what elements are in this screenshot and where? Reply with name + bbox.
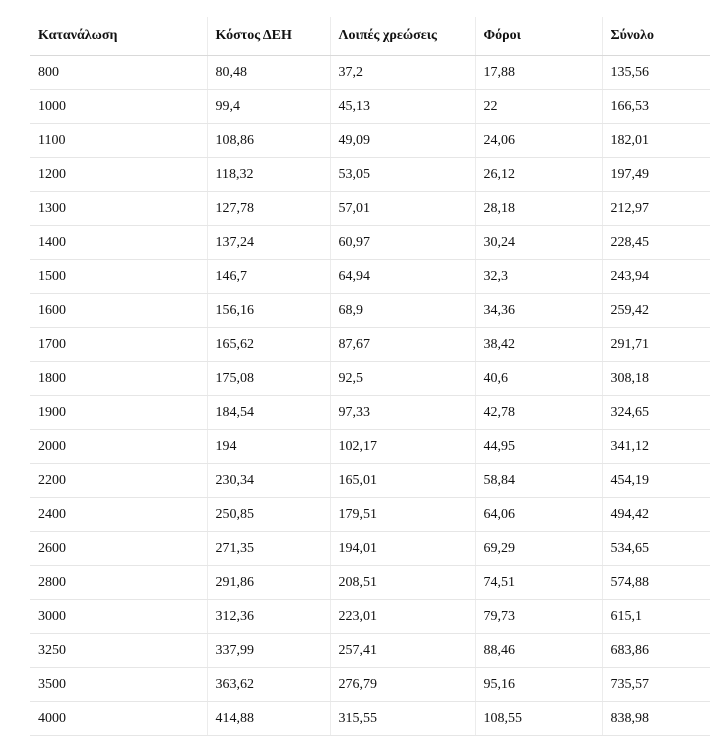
table-row <box>30 294 710 328</box>
cell-total: 259,42 <box>602 294 710 328</box>
header-total: Σύνολο <box>602 17 710 56</box>
header-taxes: Φόροι <box>475 17 602 56</box>
table-row <box>30 158 710 192</box>
cell-taxes: 26,12 <box>475 158 602 192</box>
cell-consumption: 1200 <box>30 158 207 192</box>
cell-other-charges: 97,33 <box>330 396 475 430</box>
table-row <box>30 634 710 668</box>
cell-other-charges: 45,13 <box>330 90 475 124</box>
cell-total: 308,18 <box>602 362 710 396</box>
cell-consumption: 3500 <box>30 668 207 702</box>
cell-consumption: 800 <box>30 56 207 90</box>
cell-dei-cost: 80,48 <box>207 56 330 90</box>
cell-total: 291,71 <box>602 328 710 362</box>
cell-dei-cost: 271,35 <box>207 532 330 566</box>
cell-consumption: 2400 <box>30 498 207 532</box>
cell-consumption: 1600 <box>30 294 207 328</box>
cell-dei-cost: 184,54 <box>207 396 330 430</box>
cell-taxes: 108,55 <box>475 702 602 736</box>
cell-dei-cost: 156,16 <box>207 294 330 328</box>
cell-taxes: 79,73 <box>475 600 602 634</box>
cell-dei-cost: 291,86 <box>207 566 330 600</box>
cell-taxes: 32,3 <box>475 260 602 294</box>
cell-total: 197,49 <box>602 158 710 192</box>
cell-dei-cost: 137,24 <box>207 226 330 260</box>
cell-other-charges: 179,51 <box>330 498 475 532</box>
cell-consumption: 2200 <box>30 464 207 498</box>
cell-total: 574,88 <box>602 566 710 600</box>
cell-dei-cost: 99,4 <box>207 90 330 124</box>
cell-taxes: 64,06 <box>475 498 602 532</box>
cell-consumption: 2000 <box>30 430 207 464</box>
cell-consumption: 3250 <box>30 634 207 668</box>
cell-taxes: 24,06 <box>475 124 602 158</box>
cell-consumption: 2800 <box>30 566 207 600</box>
cell-dei-cost: 108,86 <box>207 124 330 158</box>
cell-other-charges: 92,5 <box>330 362 475 396</box>
cell-consumption: 1700 <box>30 328 207 362</box>
cell-total: 135,56 <box>602 56 710 90</box>
cell-other-charges: 57,01 <box>330 192 475 226</box>
table-row <box>30 56 710 90</box>
cell-total: 534,65 <box>602 532 710 566</box>
table-row <box>30 90 710 124</box>
table-header <box>30 17 710 56</box>
cell-total: 615,1 <box>602 600 710 634</box>
cell-other-charges: 37,2 <box>330 56 475 90</box>
cell-other-charges: 315,55 <box>330 702 475 736</box>
cell-total: 228,45 <box>602 226 710 260</box>
cell-dei-cost: 250,85 <box>207 498 330 532</box>
cell-consumption: 1000 <box>30 90 207 124</box>
cell-consumption: 1800 <box>30 362 207 396</box>
table-container <box>30 17 710 736</box>
header-dei-cost: Κόστος ΔΕΗ <box>207 17 330 56</box>
header-row <box>30 17 710 56</box>
cell-dei-cost: 127,78 <box>207 192 330 226</box>
cell-taxes: 40,6 <box>475 362 602 396</box>
cell-dei-cost: 118,32 <box>207 158 330 192</box>
cell-total: 494,42 <box>602 498 710 532</box>
table-row <box>30 362 710 396</box>
table-row <box>30 192 710 226</box>
table-row <box>30 260 710 294</box>
cell-taxes: 69,29 <box>475 532 602 566</box>
table-row <box>30 464 710 498</box>
cell-consumption: 1400 <box>30 226 207 260</box>
cell-consumption: 1100 <box>30 124 207 158</box>
table-row <box>30 328 710 362</box>
consumption-cost-table <box>30 17 710 736</box>
cell-total: 243,94 <box>602 260 710 294</box>
cell-taxes: 74,51 <box>475 566 602 600</box>
table-row <box>30 668 710 702</box>
cell-taxes: 34,36 <box>475 294 602 328</box>
cell-dei-cost: 165,62 <box>207 328 330 362</box>
cell-total: 324,65 <box>602 396 710 430</box>
cell-consumption: 3000 <box>30 600 207 634</box>
cell-taxes: 22 <box>475 90 602 124</box>
cell-dei-cost: 175,08 <box>207 362 330 396</box>
cell-other-charges: 68,9 <box>330 294 475 328</box>
table-row <box>30 498 710 532</box>
cell-total: 683,86 <box>602 634 710 668</box>
table-body <box>30 56 710 736</box>
table-row <box>30 566 710 600</box>
cell-dei-cost: 146,7 <box>207 260 330 294</box>
cell-dei-cost: 414,88 <box>207 702 330 736</box>
table-row <box>30 396 710 430</box>
cell-taxes: 30,24 <box>475 226 602 260</box>
cell-consumption: 4000 <box>30 702 207 736</box>
cell-other-charges: 87,67 <box>330 328 475 362</box>
cell-taxes: 28,18 <box>475 192 602 226</box>
cell-taxes: 58,84 <box>475 464 602 498</box>
cell-consumption: 1300 <box>30 192 207 226</box>
cell-dei-cost: 337,99 <box>207 634 330 668</box>
cell-dei-cost: 194 <box>207 430 330 464</box>
cell-total: 212,97 <box>602 192 710 226</box>
cell-dei-cost: 312,36 <box>207 600 330 634</box>
table-row <box>30 430 710 464</box>
cell-dei-cost: 363,62 <box>207 668 330 702</box>
cell-other-charges: 194,01 <box>330 532 475 566</box>
cell-taxes: 88,46 <box>475 634 602 668</box>
cell-other-charges: 276,79 <box>330 668 475 702</box>
cell-total: 341,12 <box>602 430 710 464</box>
cell-other-charges: 257,41 <box>330 634 475 668</box>
cell-other-charges: 49,09 <box>330 124 475 158</box>
table-row <box>30 226 710 260</box>
table-row <box>30 532 710 566</box>
cell-taxes: 38,42 <box>475 328 602 362</box>
cell-other-charges: 223,01 <box>330 600 475 634</box>
cell-total: 166,53 <box>602 90 710 124</box>
cell-taxes: 17,88 <box>475 56 602 90</box>
cell-dei-cost: 230,34 <box>207 464 330 498</box>
cell-total: 454,19 <box>602 464 710 498</box>
cell-other-charges: 208,51 <box>330 566 475 600</box>
header-consumption: Κατανάλωση <box>30 17 207 56</box>
cell-taxes: 44,95 <box>475 430 602 464</box>
table-row <box>30 600 710 634</box>
cell-consumption: 1900 <box>30 396 207 430</box>
cell-other-charges: 60,97 <box>330 226 475 260</box>
cell-other-charges: 165,01 <box>330 464 475 498</box>
cell-taxes: 42,78 <box>475 396 602 430</box>
header-other-charges: Λοιπές χρεώσεις <box>330 17 475 56</box>
cell-taxes: 95,16 <box>475 668 602 702</box>
cell-total: 838,98 <box>602 702 710 736</box>
table-row <box>30 124 710 158</box>
table-row <box>30 702 710 736</box>
cell-consumption: 2600 <box>30 532 207 566</box>
cell-other-charges: 64,94 <box>330 260 475 294</box>
cell-total: 735,57 <box>602 668 710 702</box>
cell-total: 182,01 <box>602 124 710 158</box>
cell-other-charges: 102,17 <box>330 430 475 464</box>
cell-consumption: 1500 <box>30 260 207 294</box>
cell-other-charges: 53,05 <box>330 158 475 192</box>
